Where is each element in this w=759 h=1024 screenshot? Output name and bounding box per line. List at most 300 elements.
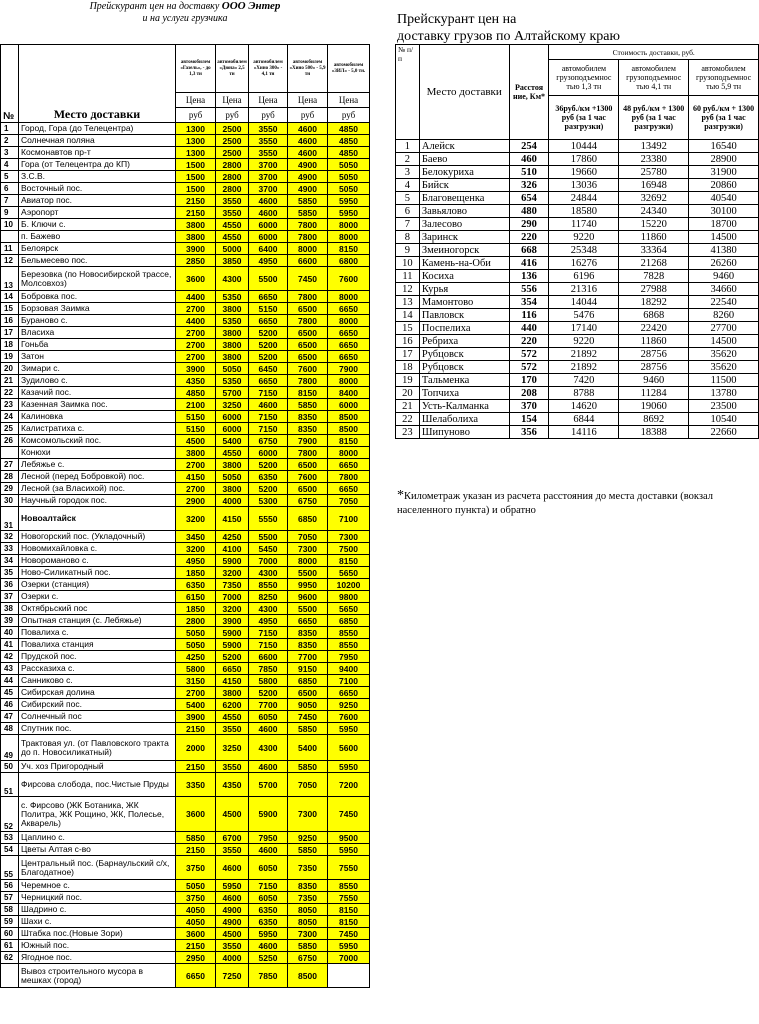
row-price: 4600 bbox=[216, 856, 249, 880]
table-row bbox=[396, 413, 759, 426]
row-cost: 8788 bbox=[549, 387, 619, 400]
table-row bbox=[396, 231, 759, 244]
row-price: 3450 bbox=[176, 531, 216, 543]
row-cost: 9460 bbox=[689, 270, 759, 283]
row-price: 2150 bbox=[176, 723, 216, 735]
row-cost: 34660 bbox=[689, 283, 759, 296]
table-row bbox=[1, 761, 370, 773]
row-number: 7 bbox=[396, 218, 420, 231]
row-price: 6750 bbox=[249, 435, 288, 447]
row-cost: 22660 bbox=[689, 426, 759, 439]
row-place: Повалиха с. bbox=[19, 627, 176, 639]
table-row bbox=[396, 387, 759, 400]
row-price: 5150 bbox=[176, 411, 216, 423]
row-price: 6050 bbox=[249, 711, 288, 723]
row-cost: 16276 bbox=[549, 257, 619, 270]
row-price: 3550 bbox=[216, 195, 249, 207]
row-price: 7800 bbox=[288, 447, 328, 459]
row-price: 5400 bbox=[216, 435, 249, 447]
row-price: 6650 bbox=[328, 327, 370, 339]
row-price: 5700 bbox=[216, 387, 249, 399]
row-price: 7300 bbox=[288, 928, 328, 940]
row-price: 5400 bbox=[288, 735, 328, 761]
row-price: 2150 bbox=[176, 940, 216, 952]
table-row bbox=[1, 123, 370, 135]
row-price: 5200 bbox=[249, 351, 288, 363]
row-price: 1500 bbox=[176, 171, 216, 183]
row-price: 2800 bbox=[216, 159, 249, 171]
row-price: 5850 bbox=[176, 832, 216, 844]
row-number bbox=[1, 964, 19, 988]
row-price: 7050 bbox=[288, 531, 328, 543]
row-distance: 154 bbox=[509, 413, 549, 426]
table-row bbox=[396, 283, 759, 296]
row-cost: 16948 bbox=[619, 179, 689, 192]
row-price: 1300 bbox=[176, 147, 216, 159]
row-price: 8000 bbox=[328, 315, 370, 327]
row-place: Гора (от Телецентра до КП) bbox=[19, 159, 176, 171]
row-price: 6000 bbox=[249, 447, 288, 459]
r-header-num: № п/п bbox=[396, 45, 420, 140]
row-price: 6050 bbox=[249, 856, 288, 880]
row-price: 4300 bbox=[249, 735, 288, 761]
row-price: 4550 bbox=[216, 711, 249, 723]
row-price: 1300 bbox=[176, 123, 216, 135]
row-price: 7450 bbox=[288, 711, 328, 723]
row-price: 7150 bbox=[249, 387, 288, 399]
row-price: 6750 bbox=[288, 495, 328, 507]
row-cost: 7828 bbox=[619, 270, 689, 283]
row-price: 4600 bbox=[249, 940, 288, 952]
row-price: 3550 bbox=[249, 147, 288, 159]
row-price: 5000 bbox=[216, 243, 249, 255]
row-price: 9500 bbox=[328, 832, 370, 844]
row-number: 45 bbox=[1, 687, 19, 699]
row-price: 6200 bbox=[216, 699, 249, 711]
row-place: Залесово bbox=[419, 218, 509, 231]
row-number: 51 bbox=[1, 773, 19, 797]
table-row bbox=[1, 928, 370, 940]
row-number: 29 bbox=[1, 483, 19, 495]
row-cost: 11500 bbox=[689, 374, 759, 387]
row-price: 6000 bbox=[216, 411, 249, 423]
row-number: 61 bbox=[1, 940, 19, 952]
row-price: 4250 bbox=[176, 651, 216, 663]
row-price: 5800 bbox=[176, 663, 216, 675]
row-number: 1 bbox=[1, 123, 19, 135]
row-place: Новороманово с. bbox=[19, 555, 176, 567]
row-place: Усть-Калманка bbox=[419, 400, 509, 413]
row-place: Цаплино с. bbox=[19, 832, 176, 844]
row-price: 7000 bbox=[216, 591, 249, 603]
row-price: 3900 bbox=[216, 615, 249, 627]
row-price: 5900 bbox=[216, 627, 249, 639]
row-number: 49 bbox=[1, 735, 19, 761]
row-cost: 21268 bbox=[619, 257, 689, 270]
row-place: Рассказиха с. bbox=[19, 663, 176, 675]
row-place: Бобровка пос. bbox=[19, 291, 176, 303]
row-price: 5850 bbox=[288, 195, 328, 207]
row-number: 57 bbox=[1, 892, 19, 904]
row-cost: 33364 bbox=[619, 244, 689, 257]
row-price: 7550 bbox=[328, 856, 370, 880]
row-place: Лесной (за Власихой) пос. bbox=[19, 483, 176, 495]
row-place: Новомихайловка с. bbox=[19, 543, 176, 555]
row-price: 4550 bbox=[216, 231, 249, 243]
row-price: 5350 bbox=[216, 315, 249, 327]
row-place: Черницкий пос. bbox=[19, 892, 176, 904]
row-place: Благовещенка bbox=[419, 192, 509, 205]
row-price: 5850 bbox=[288, 399, 328, 411]
row-cost: 5476 bbox=[549, 309, 619, 322]
row-price: 4150 bbox=[176, 471, 216, 483]
row-price: 4050 bbox=[176, 916, 216, 928]
row-number: 13 bbox=[1, 267, 19, 291]
row-price: 8150 bbox=[328, 916, 370, 928]
row-price: 5200 bbox=[249, 327, 288, 339]
row-number: 22 bbox=[1, 387, 19, 399]
row-price: 7800 bbox=[328, 471, 370, 483]
row-price: 7150 bbox=[249, 639, 288, 651]
table-row bbox=[1, 675, 370, 687]
row-price: 6350 bbox=[249, 916, 288, 928]
row-number: 11 bbox=[1, 243, 19, 255]
table-row bbox=[396, 192, 759, 205]
row-place: с. Фирсово (ЖК Ботаника, ЖК Политра, ЖК Рощино, ЖК, Полесье, Акварель) bbox=[19, 797, 176, 832]
table-row bbox=[1, 327, 370, 339]
row-price: 3900 bbox=[176, 363, 216, 375]
row-price: 3600 bbox=[176, 797, 216, 832]
row-price: 4300 bbox=[216, 267, 249, 291]
row-number: 37 bbox=[1, 591, 19, 603]
row-price: 5950 bbox=[216, 880, 249, 892]
row-price: 4950 bbox=[249, 615, 288, 627]
table-row bbox=[396, 322, 759, 335]
table-row bbox=[396, 153, 759, 166]
table-row bbox=[1, 147, 370, 159]
table-row bbox=[1, 255, 370, 267]
row-price: 7850 bbox=[249, 964, 288, 988]
row-number: 43 bbox=[1, 663, 19, 675]
row-price: 7050 bbox=[328, 495, 370, 507]
row-place: Борзовая Заимка bbox=[19, 303, 176, 315]
row-price: 9950 bbox=[288, 579, 328, 591]
row-price: 5200 bbox=[249, 687, 288, 699]
row-price: 6500 bbox=[288, 459, 328, 471]
row-price: 5050 bbox=[176, 627, 216, 639]
row-cost: 27988 bbox=[619, 283, 689, 296]
caption-line1: Прейскурант цен на доставку bbox=[89, 1, 220, 12]
row-price: 5850 bbox=[288, 761, 328, 773]
row-cost: 28900 bbox=[689, 153, 759, 166]
row-price: 1500 bbox=[176, 183, 216, 195]
row-place: Завьялово bbox=[419, 205, 509, 218]
row-price: 5500 bbox=[249, 267, 288, 291]
row-price: 5900 bbox=[249, 797, 288, 832]
table-row bbox=[1, 711, 370, 723]
table-row bbox=[1, 135, 370, 147]
table-row bbox=[396, 179, 759, 192]
row-price: 6650 bbox=[328, 303, 370, 315]
row-place: Аэропорт bbox=[19, 207, 176, 219]
row-price: 8350 bbox=[288, 639, 328, 651]
row-cost: 13492 bbox=[619, 140, 689, 153]
row-price: 2100 bbox=[176, 399, 216, 411]
row-distance: 254 bbox=[509, 140, 549, 153]
table-row bbox=[1, 651, 370, 663]
footnote-asterisk: * bbox=[397, 488, 404, 503]
table-row bbox=[1, 531, 370, 543]
table-row bbox=[396, 426, 759, 439]
row-price: 2700 bbox=[176, 351, 216, 363]
row-price: 8000 bbox=[328, 375, 370, 387]
row-price: 10200 bbox=[328, 579, 370, 591]
header-price: Цена bbox=[176, 93, 216, 108]
row-price: 6400 bbox=[249, 243, 288, 255]
row-number: 39 bbox=[1, 615, 19, 627]
table-row bbox=[1, 207, 370, 219]
table-row bbox=[396, 270, 759, 283]
row-number: 6 bbox=[396, 205, 420, 218]
row-number: 26 bbox=[1, 435, 19, 447]
table-row bbox=[1, 171, 370, 183]
header-unit: руб bbox=[249, 108, 288, 123]
table-row bbox=[1, 844, 370, 856]
row-distance: 220 bbox=[509, 335, 549, 348]
row-price: 7800 bbox=[288, 375, 328, 387]
row-price: 5950 bbox=[328, 207, 370, 219]
table-row bbox=[1, 351, 370, 363]
row-price: 9800 bbox=[328, 591, 370, 603]
row-number: 22 bbox=[396, 413, 420, 426]
row-number: 36 bbox=[1, 579, 19, 591]
row-cost: 13036 bbox=[549, 179, 619, 192]
row-price: 9050 bbox=[288, 699, 328, 711]
row-price: 6500 bbox=[288, 483, 328, 495]
row-price: 3550 bbox=[249, 123, 288, 135]
row-price: 8500 bbox=[328, 423, 370, 435]
row-price: 7150 bbox=[249, 627, 288, 639]
row-number: 17 bbox=[396, 348, 420, 361]
row-number: 31 bbox=[1, 507, 19, 531]
row-price: 6650 bbox=[216, 663, 249, 675]
row-price: 8150 bbox=[328, 904, 370, 916]
row-place: Мамонтово bbox=[419, 296, 509, 309]
table-row bbox=[1, 639, 370, 651]
row-price: 5050 bbox=[216, 363, 249, 375]
row-number: 20 bbox=[396, 387, 420, 400]
row-cost: 21892 bbox=[549, 348, 619, 361]
row-cost: 19660 bbox=[549, 166, 619, 179]
row-number: 53 bbox=[1, 832, 19, 844]
row-price: 4850 bbox=[328, 135, 370, 147]
table-row bbox=[1, 387, 370, 399]
r-header-rate: 48 руб./км + 1300 руб (за 1 час разгрузки) bbox=[619, 96, 689, 140]
row-price: 7600 bbox=[288, 363, 328, 375]
row-place: Сибирская долина bbox=[19, 687, 176, 699]
header-num: № bbox=[1, 45, 19, 123]
row-place: Фирсова слобода, пос.Чистые Пруды bbox=[19, 773, 176, 797]
row-price: 5200 bbox=[249, 339, 288, 351]
row-price: 2900 bbox=[176, 495, 216, 507]
row-distance: 170 bbox=[509, 374, 549, 387]
row-price: 9150 bbox=[288, 663, 328, 675]
row-price: 5050 bbox=[176, 639, 216, 651]
header-price: Цена bbox=[249, 93, 288, 108]
table-row bbox=[1, 411, 370, 423]
row-price: 5050 bbox=[216, 471, 249, 483]
row-distance: 116 bbox=[509, 309, 549, 322]
row-price: 2150 bbox=[176, 761, 216, 773]
row-number: 3 bbox=[1, 147, 19, 159]
row-number: 16 bbox=[1, 315, 19, 327]
row-price: 3200 bbox=[216, 567, 249, 579]
table-row bbox=[1, 880, 370, 892]
table-row bbox=[1, 555, 370, 567]
row-price: 7350 bbox=[288, 856, 328, 880]
row-number: 15 bbox=[396, 322, 420, 335]
row-price: 6650 bbox=[288, 615, 328, 627]
row-place: Бийск bbox=[419, 179, 509, 192]
row-price: 4250 bbox=[216, 531, 249, 543]
row-price: 7450 bbox=[328, 797, 370, 832]
row-number: 11 bbox=[396, 270, 420, 283]
row-price: 7150 bbox=[249, 411, 288, 423]
row-price: 7300 bbox=[328, 531, 370, 543]
row-number: 44 bbox=[1, 675, 19, 687]
row-number: 28 bbox=[1, 471, 19, 483]
row-price: 3350 bbox=[176, 773, 216, 797]
table-row bbox=[1, 735, 370, 761]
row-price: 2850 bbox=[176, 255, 216, 267]
row-price: 2700 bbox=[176, 483, 216, 495]
row-cost: 17860 bbox=[549, 153, 619, 166]
row-place: Октябрьский пос bbox=[19, 603, 176, 615]
row-cost: 24844 bbox=[549, 192, 619, 205]
row-price: 6500 bbox=[288, 327, 328, 339]
row-price: 2700 bbox=[176, 339, 216, 351]
row-number: 9 bbox=[396, 244, 420, 257]
row-price: 5300 bbox=[249, 495, 288, 507]
r-header-vehicle: автомобилем грузоподъемнос тью 1,3 тн bbox=[549, 60, 619, 96]
row-place: Павловск bbox=[419, 309, 509, 322]
row-distance: 654 bbox=[509, 192, 549, 205]
row-price: 6350 bbox=[249, 471, 288, 483]
row-distance: 572 bbox=[509, 348, 549, 361]
row-price: 2700 bbox=[176, 327, 216, 339]
row-place: Бураново с. bbox=[19, 315, 176, 327]
row-price: 5850 bbox=[288, 844, 328, 856]
row-place: Шелаболиха bbox=[419, 413, 509, 426]
row-price: 3150 bbox=[176, 675, 216, 687]
row-price: 7900 bbox=[288, 435, 328, 447]
row-price: 3200 bbox=[176, 543, 216, 555]
header-price: Цена bbox=[288, 93, 328, 108]
row-place: Бельмесево пос. bbox=[19, 255, 176, 267]
row-price: 1500 bbox=[176, 159, 216, 171]
table-row bbox=[1, 231, 370, 243]
row-place: Ягодное пос. bbox=[19, 952, 176, 964]
table-row bbox=[1, 723, 370, 735]
row-price: 7350 bbox=[216, 579, 249, 591]
row-price: 5950 bbox=[328, 940, 370, 952]
row-price: 7800 bbox=[288, 315, 328, 327]
table-row bbox=[1, 375, 370, 387]
row-number: 46 bbox=[1, 699, 19, 711]
row-place: Тальменка bbox=[419, 374, 509, 387]
row-price: 3700 bbox=[249, 159, 288, 171]
table-row bbox=[1, 363, 370, 375]
row-cost: 40540 bbox=[689, 192, 759, 205]
table-row bbox=[1, 832, 370, 844]
row-number: 60 bbox=[1, 928, 19, 940]
row-price: 6650 bbox=[328, 339, 370, 351]
row-price: 7000 bbox=[249, 555, 288, 567]
row-price: 7150 bbox=[249, 423, 288, 435]
row-price: 3800 bbox=[216, 687, 249, 699]
table-row bbox=[1, 591, 370, 603]
row-cost: 18292 bbox=[619, 296, 689, 309]
row-place: Рубцовск bbox=[419, 361, 509, 374]
row-price: 7000 bbox=[328, 952, 370, 964]
row-place: Озерки с. bbox=[19, 591, 176, 603]
row-distance: 668 bbox=[509, 244, 549, 257]
row-price bbox=[328, 964, 370, 988]
row-price: 3700 bbox=[249, 171, 288, 183]
row-place: Сибирский пос. bbox=[19, 699, 176, 711]
row-price: 3800 bbox=[216, 459, 249, 471]
row-number: 16 bbox=[396, 335, 420, 348]
row-price: 4600 bbox=[249, 399, 288, 411]
row-place: Рубцовск bbox=[419, 348, 509, 361]
row-price: 4600 bbox=[249, 844, 288, 856]
row-place: Косиха bbox=[419, 270, 509, 283]
row-price: 4000 bbox=[216, 495, 249, 507]
row-price: 5150 bbox=[176, 423, 216, 435]
row-price: 8250 bbox=[249, 591, 288, 603]
row-number: 17 bbox=[1, 327, 19, 339]
row-number: 48 bbox=[1, 723, 19, 735]
row-place: Санниково с. bbox=[19, 675, 176, 687]
row-cost: 28756 bbox=[619, 348, 689, 361]
row-price: 6850 bbox=[288, 507, 328, 531]
row-number: 10 bbox=[1, 219, 19, 231]
row-place: Баево bbox=[419, 153, 509, 166]
row-price: 8000 bbox=[328, 219, 370, 231]
row-cost: 6868 bbox=[619, 309, 689, 322]
row-price: 8050 bbox=[288, 904, 328, 916]
row-price: 3550 bbox=[216, 723, 249, 735]
caption-line2: и на услуги грузчика bbox=[142, 13, 228, 24]
row-price: 6350 bbox=[249, 904, 288, 916]
row-price: 4850 bbox=[328, 147, 370, 159]
table-row bbox=[1, 579, 370, 591]
row-price: 3250 bbox=[216, 399, 249, 411]
row-price: 8500 bbox=[328, 411, 370, 423]
row-price: 6800 bbox=[328, 255, 370, 267]
row-price: 6500 bbox=[288, 303, 328, 315]
row-price: 4350 bbox=[176, 375, 216, 387]
local-price-table bbox=[0, 44, 370, 988]
row-place: Восточный пос. bbox=[19, 183, 176, 195]
right-title bbox=[397, 11, 620, 45]
row-price: 3550 bbox=[216, 761, 249, 773]
table-row bbox=[1, 243, 370, 255]
row-price: 5350 bbox=[216, 291, 249, 303]
table-row bbox=[1, 904, 370, 916]
table-row bbox=[1, 773, 370, 797]
table-row bbox=[1, 291, 370, 303]
